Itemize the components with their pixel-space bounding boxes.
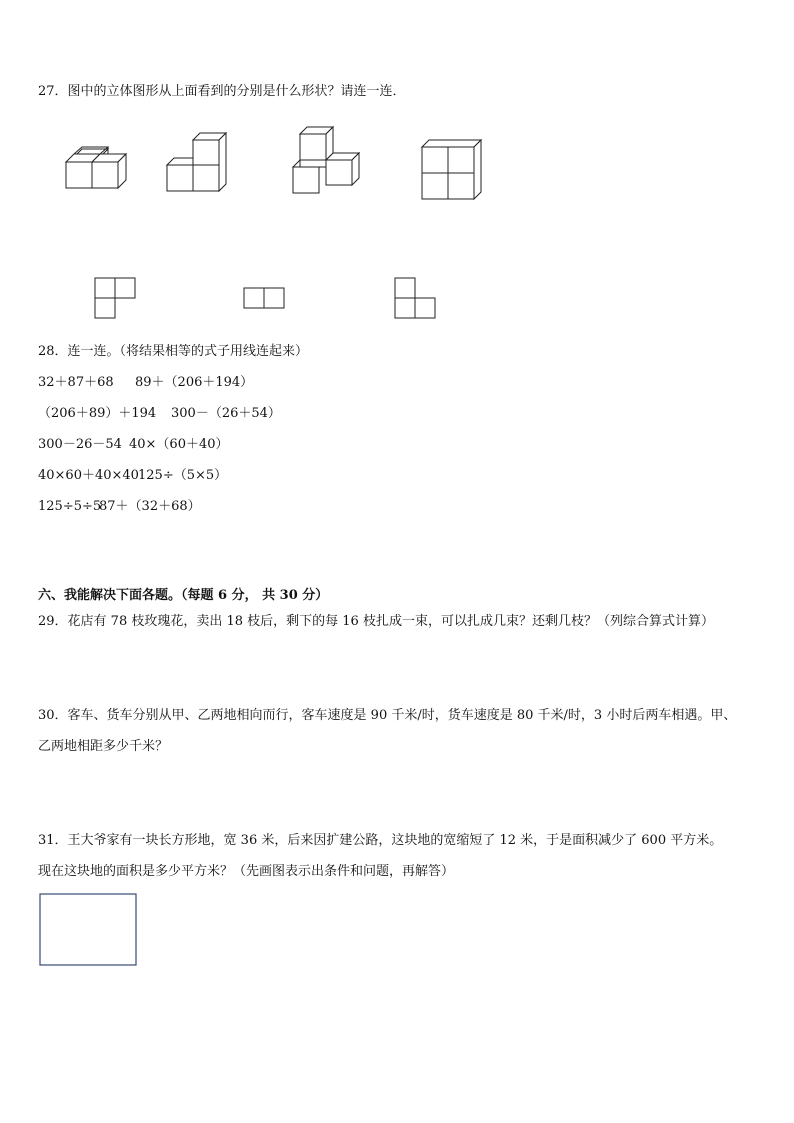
q28-left-4: 40×60＋40×40 — [38, 468, 139, 483]
solid-figure-4 — [422, 140, 481, 199]
q31-line-1: 31．王大爷家有一块长方形地，宽 36 米，后来因扩建公路，这块地的宽缩短了 12 米，于是面积减少了 600 平方米。 — [38, 833, 723, 848]
q28-title: 28．连一连。（将结果相等的式子用线连起来） — [38, 344, 309, 359]
q28-left-2: （206＋89）＋194 — [38, 406, 157, 421]
q28-right-5: 87＋（32＋68） — [99, 499, 201, 514]
top-view-1 — [95, 278, 135, 318]
top-view-2 — [244, 288, 284, 308]
top-view-3 — [395, 278, 435, 318]
solid-figure-2 — [167, 133, 226, 191]
q30-line-1: 30．客车、货车分别从甲、乙两地相向而行，客车速度是 90 千米/时，货车速度是 80 千米/时，3 小时后两车相遇。甲、 — [38, 708, 737, 723]
q28-right-1: 89＋（206＋194） — [135, 375, 254, 390]
q29-text: 29．花店有 78 枝玫瑰花，卖出 18 枝后，剩下的每 16 枝扎成一束，可以扎成几束？还剩几枝？（列综合算式计算） — [38, 614, 714, 629]
q28-right-2: 300－（26＋54） — [171, 406, 281, 421]
q28-right-4: 125÷（5×5） — [138, 468, 228, 483]
solid-figure-1 — [66, 147, 126, 188]
q28-left-5: 125÷5÷5 — [38, 499, 102, 514]
q28-left-3: 300－26－54 — [38, 437, 122, 452]
solid-figure-3 — [293, 127, 359, 193]
q31-drawing-box[interactable] — [40, 894, 136, 965]
q31-line-2: 现在这块地的面积是多少平方米？（先画图表示出条件和问题，再解答） — [38, 864, 455, 879]
q27-text: 27．图中的立体图形从上面看到的分别是什么形状？请连一连． — [38, 84, 406, 99]
q28-right-3: 40×（60＋40） — [129, 437, 229, 452]
section-6-heading: 六、我能解决下面各题。（每题 6 分， 共 30 分） — [38, 588, 329, 603]
q30-line-2: 乙两地相距多少千米？ — [38, 739, 169, 754]
q28-left-1: 32＋87＋68 — [38, 375, 114, 390]
